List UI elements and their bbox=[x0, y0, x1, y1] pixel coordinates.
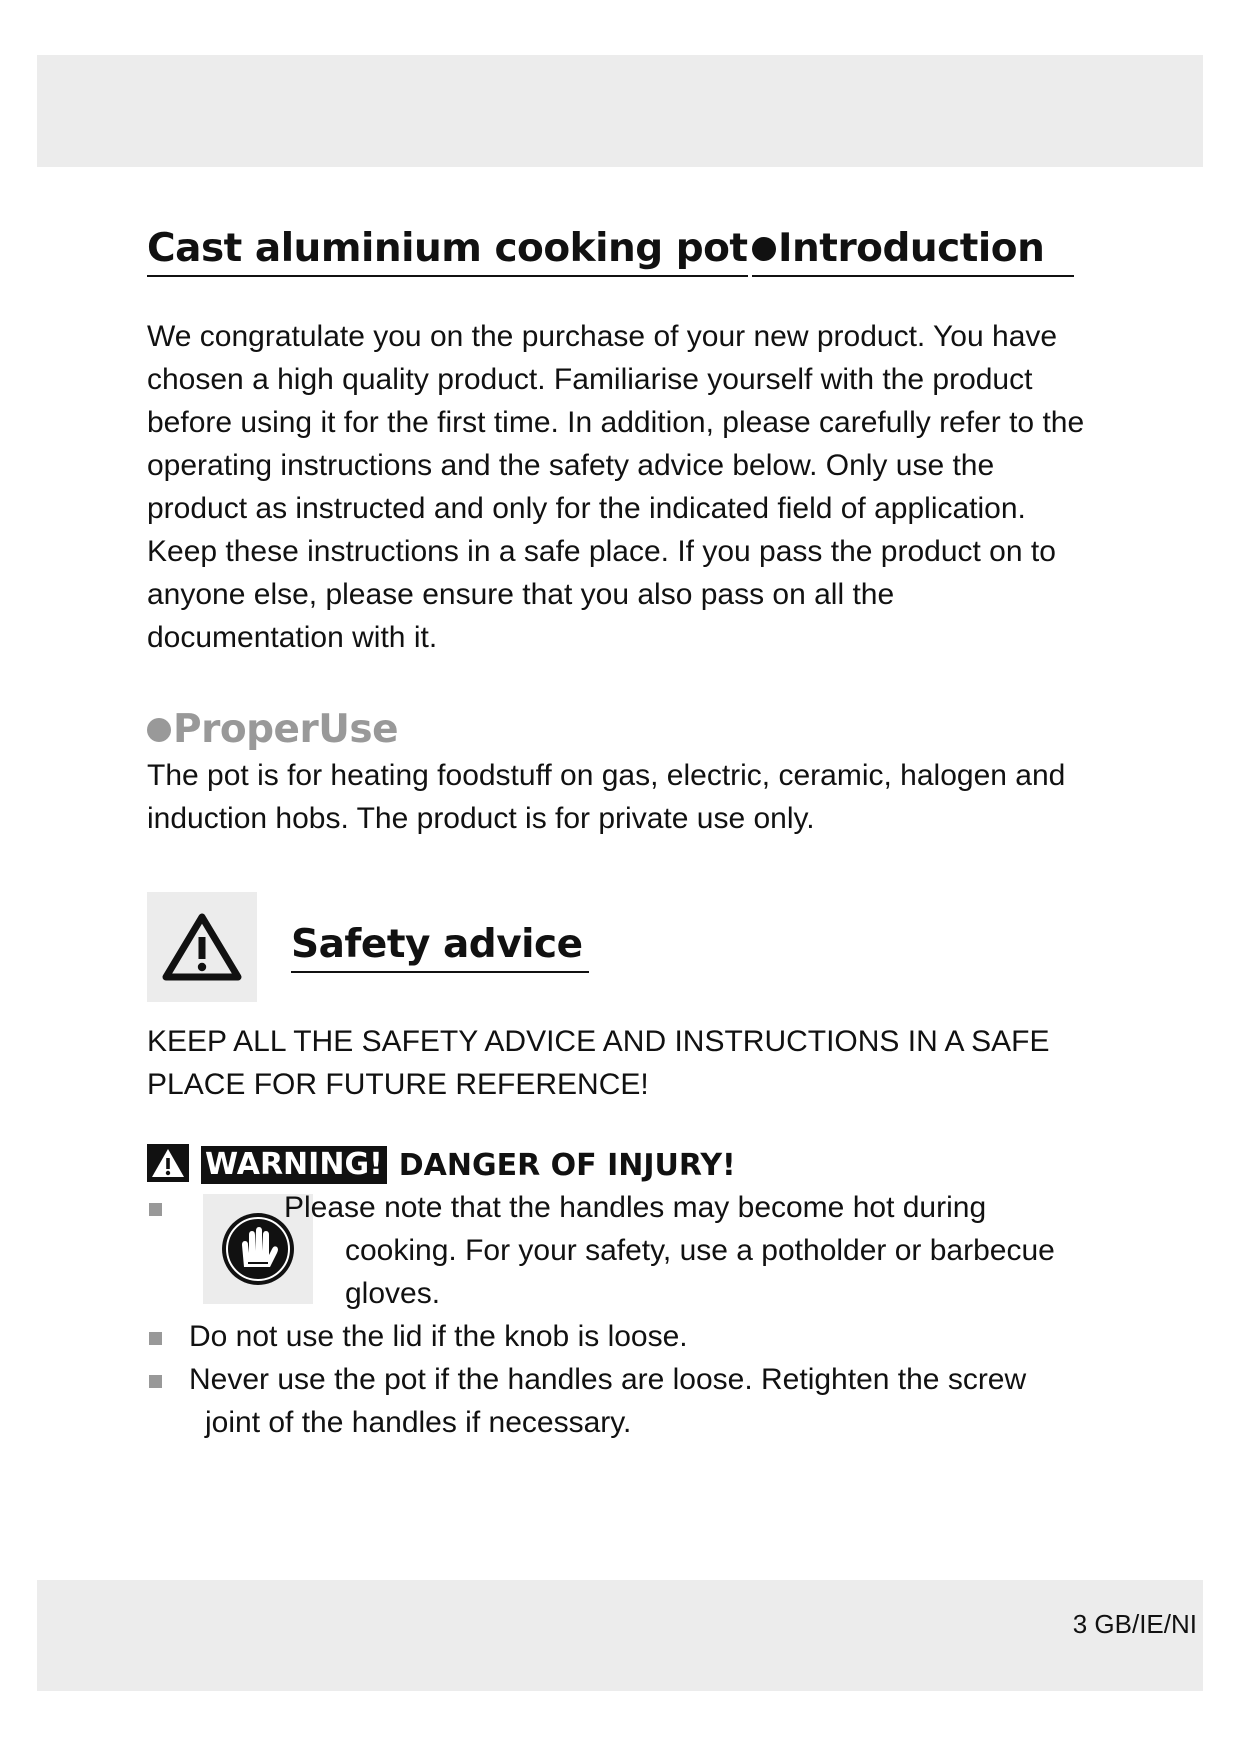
proper-use-body: The pot is for heating foodstuff on gas, electric, ceramic, halogen and induction hobs. The product is for private use only. bbox=[147, 759, 1066, 835]
keep-safety-notice: KEEP ALL THE SAFETY ADVICE AND INSTRUCTIONS IN A SAFE PLACE FOR FUTURE REFERENCE! bbox=[147, 1025, 1050, 1101]
list-item-text: Never use the pot if the handles are loose. Retighten the screw bbox=[189, 1363, 1027, 1396]
introduction-heading bbox=[752, 226, 1044, 271]
warning-triangle-icon bbox=[147, 892, 257, 1002]
list-item-text: Please note that the handles may become hot during bbox=[284, 1191, 987, 1224]
warning-badge: WARNING! bbox=[201, 1146, 387, 1184]
document-title: Cast aluminium cooking pot bbox=[147, 226, 748, 277]
safety-heading: Safety advice bbox=[291, 922, 589, 973]
bullet-dot-icon bbox=[147, 718, 171, 742]
list-item-text-continued: cooking. For your safety, use a potholder or barbecue gloves. bbox=[345, 1234, 1055, 1310]
square-bullet-icon bbox=[149, 1203, 162, 1216]
square-bullet-icon bbox=[149, 1332, 162, 1345]
introduction-heading-wrap bbox=[752, 226, 1074, 277]
list-item bbox=[147, 1315, 1097, 1358]
proper-use-heading-text: ProperUse bbox=[173, 707, 399, 752]
list-item bbox=[147, 1186, 1097, 1315]
page-content bbox=[147, 190, 1097, 1444]
list-item-text: Do not use the lid if the knob is loose. bbox=[189, 1320, 688, 1353]
footer-band bbox=[37, 1580, 1203, 1691]
introduction-body: We congratulate you on the purchase of your new product. You have chosen a high quality product. Familiarise yourself with the product before using it for the first time. In addition, please carefully refer to the operating instructions and the safety advice below. Only use the product as instructed and only for the indicated field of application. Keep these instructions in a safe place. If you pass the product on to anyone else, please ensure that you also pass on all the documentation with it. bbox=[147, 320, 1085, 654]
warning-row bbox=[147, 1144, 1097, 1186]
header-band bbox=[37, 55, 1203, 167]
page-number: 3 GB/IE/NI bbox=[1072, 1609, 1197, 1639]
list-item-text-continued: joint of the handles if necessary. bbox=[205, 1406, 632, 1439]
bullet-dot-icon bbox=[752, 237, 776, 261]
square-bullet-icon bbox=[149, 1375, 162, 1388]
introduction-heading-text: Introduction bbox=[778, 226, 1045, 271]
small-warning-triangle-icon bbox=[147, 1144, 189, 1187]
danger-label: DANGER OF INJURY! bbox=[398, 1147, 736, 1183]
list-item bbox=[147, 1358, 1097, 1444]
safety-heading-row bbox=[147, 892, 1097, 1002]
proper-use-heading bbox=[147, 707, 398, 752]
